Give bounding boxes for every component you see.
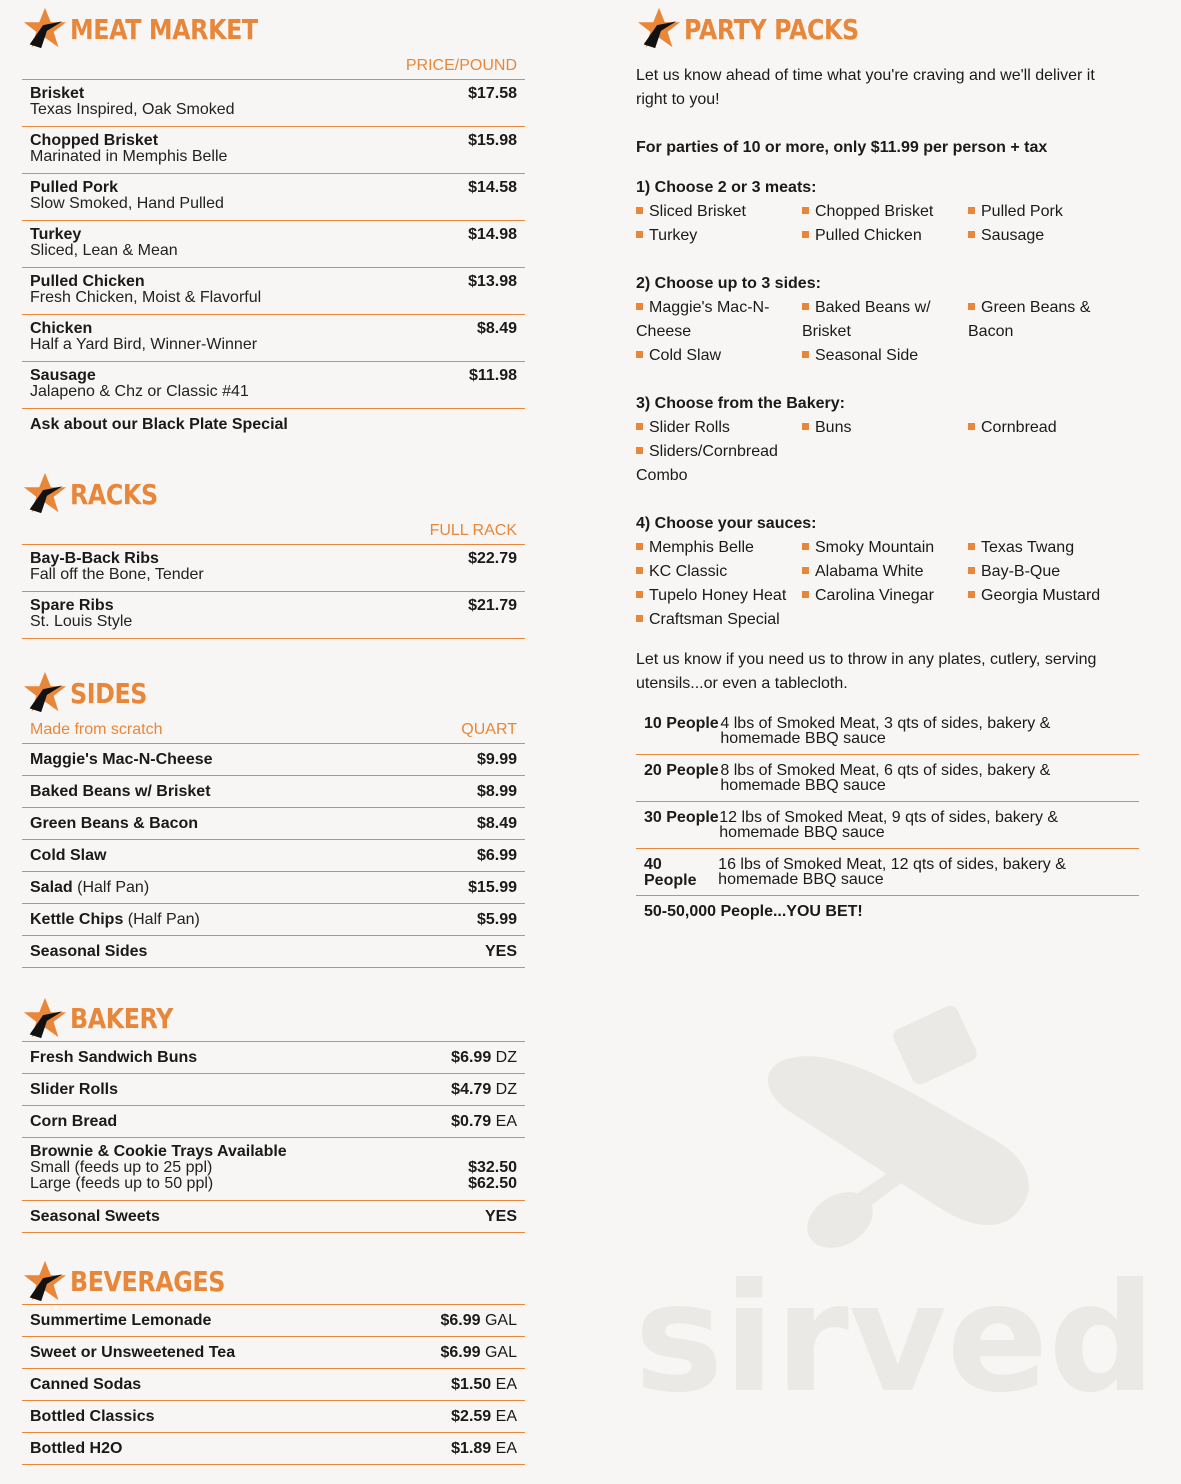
item-unit: GAL: [480, 1343, 517, 1361]
item-name: Green Beans & Bacon: [30, 814, 199, 832]
rack-item-row: [22, 545, 525, 592]
option-item: Sausage: [968, 224, 1134, 248]
option-item: Cornbread: [968, 416, 1134, 440]
party-size-desc: 16 lbs of Smoked Meat, 12 qts of sides, bakery & homemade BBQ sauce: [718, 856, 1066, 888]
item-name: Brisket: [30, 85, 85, 102]
option-item: Craftsman Special: [636, 608, 802, 632]
item-desc: Fall off the Bone, Tender: [30, 566, 204, 583]
column-header-label: PRICE/POUND: [405, 57, 517, 74]
item-price: $9.99: [476, 750, 517, 768]
bakery-section: [22, 996, 525, 1233]
special-note: [22, 409, 525, 441]
item-price-wrap: [440, 1345, 517, 1361]
item-price: $2.59: [451, 1407, 492, 1425]
big-party-label: 50-50,000 People...YOU BET!: [644, 903, 863, 920]
party-size-people: 40 People: [644, 856, 697, 889]
racks-heading: [22, 469, 525, 519]
item-price: $6.99: [451, 1048, 492, 1066]
option-item: Baked Beans w/ Brisket: [802, 296, 968, 344]
star-icon: [22, 1259, 68, 1305]
item-note: (Half Pan): [72, 878, 150, 896]
side-item-row: [22, 776, 525, 808]
item-price: $13.98: [468, 273, 517, 290]
item-name: Seasonal Sweets: [30, 1207, 160, 1225]
option-item: Tupelo Honey Heat: [636, 584, 802, 608]
step-title: 1) Choose 2 or 3 meats:: [636, 179, 817, 196]
step-meats: [636, 176, 1139, 248]
trays-small-price: $32.50: [468, 1159, 517, 1176]
bakery-item-row: [22, 1074, 525, 1106]
item-desc: St. Louis Style: [30, 613, 133, 630]
section-title: BEVERAGES: [70, 1265, 225, 1298]
sides-heading: [22, 668, 525, 718]
item-note: (Half Pan): [123, 910, 200, 928]
item-name: Chopped Brisket: [30, 132, 159, 149]
item-price: $0.79: [451, 1112, 492, 1130]
step-title: 3) Choose from the Bakery:: [636, 395, 845, 412]
section-title: BAKERY: [70, 1002, 173, 1035]
beverage-item-row: [22, 1433, 525, 1465]
item-price-wrap: [451, 1050, 517, 1066]
side-item-row: [22, 904, 525, 936]
item-price: $8.49: [476, 814, 517, 832]
option-item: Seasonal Side: [802, 344, 968, 368]
star-icon: [636, 6, 682, 52]
side-item-row: [22, 936, 525, 968]
option-item: Bay-B-Que: [968, 560, 1134, 584]
party-packs-heading: [636, 4, 1139, 54]
meat-item-row: [22, 221, 525, 268]
option-item: Green Beans & Bacon: [968, 296, 1134, 344]
side-item-row: [22, 840, 525, 872]
bakery-heading: [22, 996, 525, 1042]
item-price: $1.89: [451, 1439, 492, 1457]
step-bakery: [636, 392, 1139, 488]
watermark-text: sirved: [634, 1252, 1156, 1426]
item-desc: Half a Yard Bird, Winner-Winner: [30, 336, 258, 353]
option-item: Texas Twang: [968, 536, 1134, 560]
item-unit: DZ: [491, 1048, 517, 1066]
item-price: YES: [484, 1207, 517, 1225]
side-item-row: [22, 872, 525, 904]
item-unit: GAL: [480, 1311, 517, 1329]
item-price-wrap: [451, 1441, 517, 1457]
section-title: MEAT MARKET: [70, 12, 258, 46]
item-price-wrap: [451, 1409, 517, 1425]
option-item: KC Classic: [636, 560, 802, 584]
option-item: Maggie's Mac-N-Cheese: [636, 296, 802, 344]
bakery-item-row: [22, 1106, 525, 1138]
star-icon: [22, 670, 68, 716]
beverages-section: [22, 1259, 525, 1465]
meat-item-row: [22, 362, 525, 409]
item-price: $6.99: [440, 1311, 481, 1329]
seasonal-sweets-row: [22, 1201, 525, 1233]
party-size-row: [636, 849, 1139, 896]
beverage-item-row: [22, 1401, 525, 1433]
section-title: RACKS: [70, 477, 158, 511]
item-name: Baked Beans w/ Brisket: [30, 782, 211, 800]
step-sauces: [636, 512, 1139, 632]
item-price: $11.98: [468, 367, 517, 384]
item-price: $4.79: [451, 1080, 492, 1098]
item-unit: EA: [491, 1407, 517, 1425]
option-item: Carolina Vinegar: [802, 584, 968, 608]
party-intro: Let us know ahead of time what you're craving and we'll deliver it right to you!: [636, 67, 1095, 108]
option-item: Buns: [802, 416, 968, 440]
section-title: SIDES: [70, 676, 148, 710]
item-price-wrap: [451, 1377, 517, 1393]
star-icon: [22, 6, 68, 52]
column-header: [22, 521, 525, 545]
item-price: $8.99: [476, 782, 517, 800]
option-item: Slider Rolls: [636, 416, 802, 440]
trays-name: Brownie & Cookie Trays Available: [30, 1143, 287, 1160]
meat-item-row: [22, 80, 525, 127]
item-price: $5.99: [476, 910, 517, 928]
item-name: Pulled Chicken: [30, 273, 145, 290]
item-price-wrap: [451, 1082, 517, 1098]
rack-item-row: [22, 592, 525, 639]
item-name: Pulled Pork: [30, 179, 119, 196]
big-party-row: [636, 896, 1139, 928]
sides-section: [22, 668, 525, 968]
item-desc: Sliced, Lean & Mean: [30, 242, 178, 259]
party-packs-section: [636, 4, 1139, 928]
side-item-row: [22, 808, 525, 840]
item-name: Slider Rolls: [30, 1080, 119, 1098]
party-size-people: 10 People: [644, 715, 719, 732]
item-price: YES: [484, 942, 517, 960]
sirved-watermark: [634, 1005, 1156, 1426]
party-size-row: [636, 708, 1139, 755]
step-title: 4) Choose your sauces:: [636, 515, 817, 532]
option-item: Pulled Pork: [968, 200, 1134, 224]
item-price: $6.99: [440, 1343, 481, 1361]
item-desc: Marinated in Memphis Belle: [30, 148, 228, 165]
item-price: $21.79: [468, 597, 517, 614]
meat-market-section: [22, 4, 525, 441]
beverage-item-row: [22, 1305, 525, 1337]
item-unit: EA: [491, 1375, 517, 1393]
option-item: Memphis Belle: [636, 536, 802, 560]
item-name: Seasonal Sides: [30, 942, 148, 960]
option-item: Alabama White: [802, 560, 968, 584]
item-name: Spare Ribs: [30, 597, 114, 614]
item-price: $15.98: [468, 132, 517, 149]
item-name: Cold Slaw: [30, 846, 107, 864]
item-name: Salad: [30, 878, 73, 896]
party-pricing: For parties of 10 or more, only $11.99 per person + tax: [636, 139, 1048, 156]
trays-large: Large (feeds up to 50 ppl): [30, 1175, 214, 1192]
item-name: Bottled Classics: [30, 1407, 155, 1425]
column-header: [22, 718, 525, 744]
party-size-desc: 8 lbs of Smoked Meat, 6 qts of sides, bakery & homemade BBQ sauce: [720, 762, 1051, 794]
trays-row: [22, 1138, 525, 1201]
item-unit: EA: [491, 1112, 517, 1130]
party-size-row: [636, 802, 1139, 849]
meat-item-row: [22, 268, 525, 315]
item-name: Corn Bread: [30, 1112, 118, 1130]
option-item: Cold Slaw: [636, 344, 802, 368]
item-price: $8.49: [476, 320, 517, 337]
star-icon: [22, 996, 68, 1042]
item-desc: Texas Inspired, Oak Smoked: [30, 101, 235, 118]
item-name: Maggie's Mac-N-Cheese: [30, 750, 213, 768]
item-price: $14.98: [468, 226, 517, 243]
item-name: Bay-B-Back Ribs: [30, 550, 159, 567]
item-name: Kettle Chips: [30, 910, 124, 928]
item-desc: Jalapeno & Chz or Classic #41: [30, 383, 249, 400]
item-price: $6.99: [476, 846, 517, 864]
meat-item-row: [22, 127, 525, 174]
item-price-wrap: [440, 1313, 517, 1329]
step-sides: [636, 272, 1139, 368]
bakery-item-row: [22, 1042, 525, 1074]
item-unit: DZ: [491, 1080, 517, 1098]
item-name: Chicken: [30, 320, 93, 337]
beverages-heading: [22, 1259, 525, 1305]
racks-section: [22, 469, 525, 639]
item-name: Sausage: [30, 367, 96, 384]
option-item: Georgia Mustard: [968, 584, 1134, 608]
party-size-people: 30 People: [644, 809, 719, 826]
meat-item-row: [22, 315, 525, 362]
item-desc: Fresh Chicken, Moist & Flavorful: [30, 289, 262, 306]
item-name: Bottled H2O: [30, 1439, 123, 1457]
party-size-desc: 4 lbs of Smoked Meat, 3 qts of sides, bakery & homemade BBQ sauce: [720, 715, 1051, 747]
party-size-people: 20 People: [644, 762, 719, 779]
section-title: PARTY PACKS: [684, 12, 859, 46]
column-header-label: QUART: [461, 721, 517, 738]
party-size-desc: 12 lbs of Smoked Meat, 9 qts of sides, bakery & homemade BBQ sauce: [719, 809, 1059, 841]
item-price: $14.58: [468, 179, 517, 196]
item-price: $1.50: [451, 1375, 492, 1393]
item-price: $22.79: [468, 550, 517, 567]
item-price-wrap: [451, 1114, 517, 1130]
item-name: Canned Sodas: [30, 1375, 142, 1393]
item-unit: EA: [491, 1439, 517, 1457]
beverage-item-row: [22, 1337, 525, 1369]
column-header: [22, 56, 525, 80]
step-title: 2) Choose up to 3 sides:: [636, 275, 821, 292]
option-item: Turkey: [636, 224, 802, 248]
special-label: Ask about our Black Plate Special: [30, 416, 288, 433]
item-price: $17.58: [468, 85, 517, 102]
item-name: Turkey: [30, 226, 82, 243]
party-size-row: [636, 755, 1139, 802]
item-name: Sweet or Unsweetened Tea: [30, 1343, 236, 1361]
option-item: Chopped Brisket: [802, 200, 968, 224]
item-name: Summertime Lemonade: [30, 1311, 212, 1329]
column-header-label: FULL RACK: [429, 522, 517, 539]
trays-small: Small (feeds up to 25 ppl): [30, 1159, 213, 1176]
item-price: $15.99: [468, 878, 517, 896]
option-item: Pulled Chicken: [802, 224, 968, 248]
item-name: Fresh Sandwich Buns: [30, 1048, 198, 1066]
sides-subheader: Made from scratch: [30, 721, 163, 738]
item-desc: Slow Smoked, Hand Pulled: [30, 195, 224, 212]
beverage-item-row: [22, 1369, 525, 1401]
side-item-row: [22, 744, 525, 776]
trays-large-price: $62.50: [468, 1175, 517, 1192]
option-item: Sliders/Cornbread Combo: [636, 440, 802, 488]
option-item: Sliced Brisket: [636, 200, 802, 224]
meat-item-row: [22, 174, 525, 221]
party-extras: Let us know if you need us to throw in any plates, cutlery, serving utensils...or even a tablecloth.: [636, 651, 1097, 692]
star-icon: [22, 471, 68, 517]
option-item: Smoky Mountain: [802, 536, 968, 560]
meat-market-heading: [22, 4, 525, 54]
